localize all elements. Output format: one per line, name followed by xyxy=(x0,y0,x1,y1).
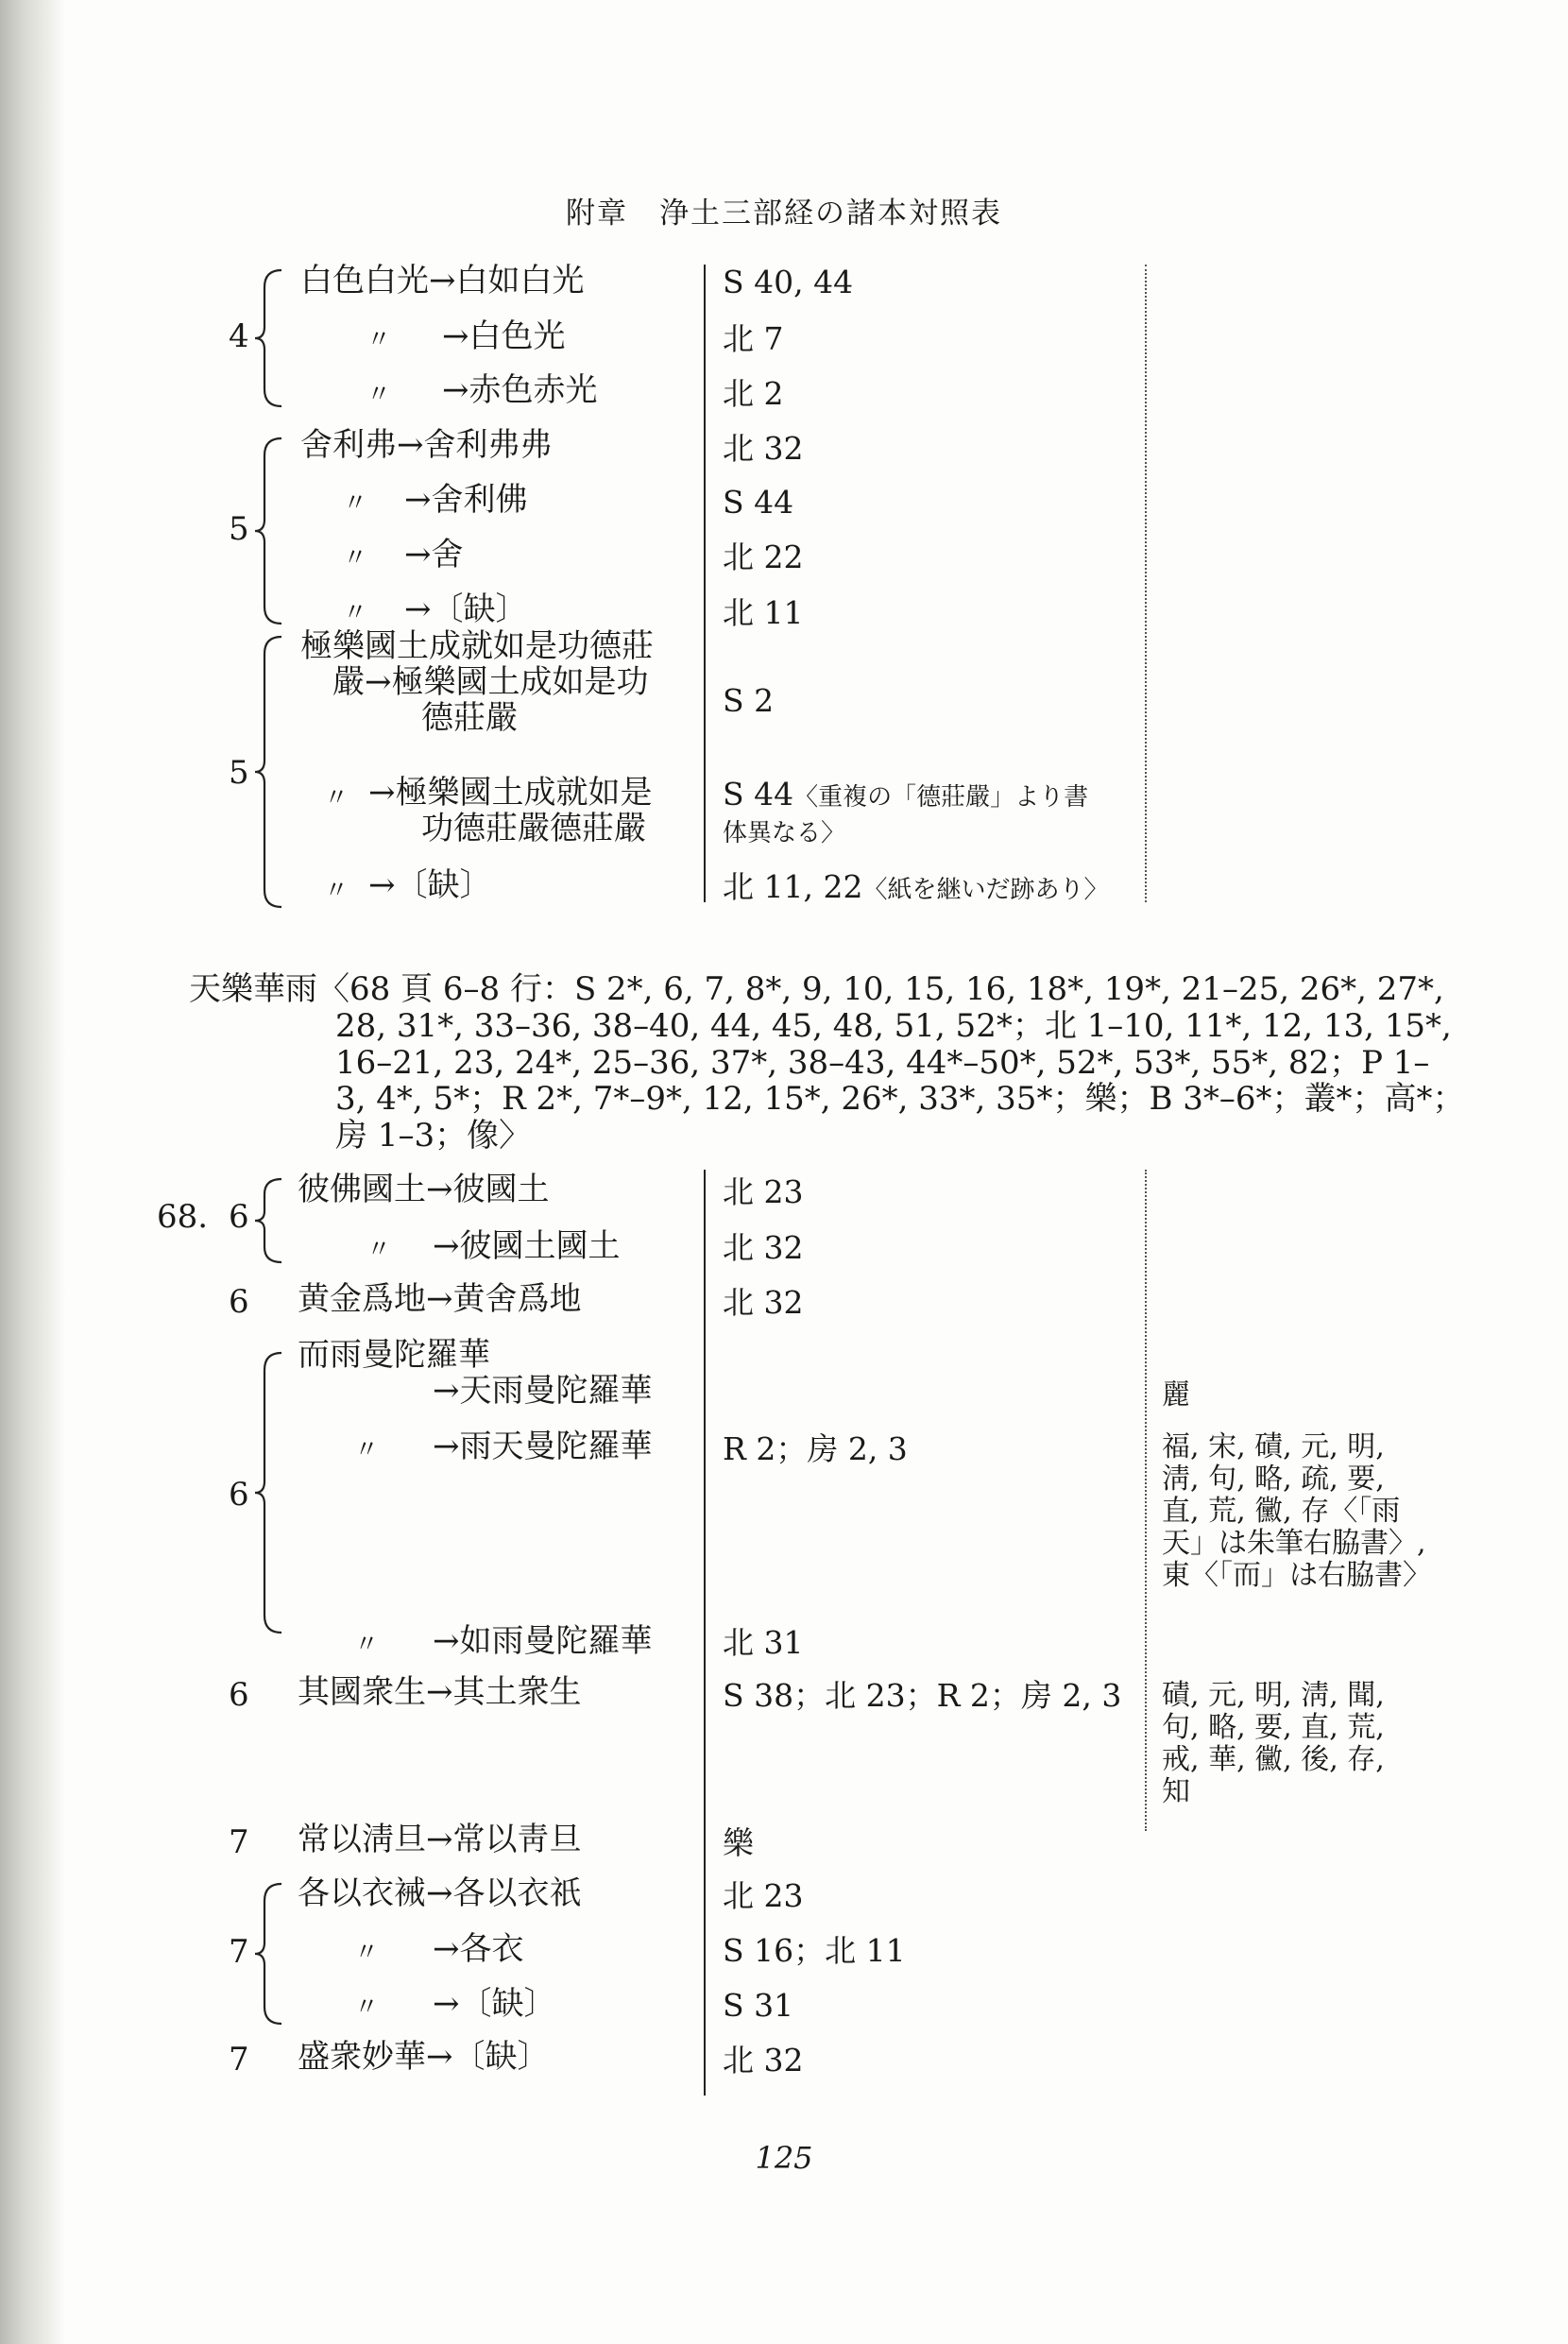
variant-entry: →雨天曼陀羅華 xyxy=(433,1428,653,1465)
edition-note-line: 戒, 華, 黴, 後, 存, xyxy=(1162,1742,1385,1776)
source-list: 北 2 xyxy=(723,375,784,412)
line-number: 7 xyxy=(229,1933,249,1971)
group-brace xyxy=(253,635,285,909)
page-reference: 68. xyxy=(157,1198,209,1236)
running-header: 附章 浄土三部経の諸本対照表 xyxy=(566,197,1002,231)
source-list: 北 32 xyxy=(723,1229,804,1266)
ditto-mark: 〃 xyxy=(343,489,368,518)
variant-entry: →〔缺〕 xyxy=(368,866,492,904)
ditto-mark: 〃 xyxy=(324,784,349,813)
source-list: S 44 xyxy=(723,484,794,521)
source-list: 北 31 xyxy=(723,1624,804,1661)
source-note: 〈重複の「德莊嚴」より書 xyxy=(793,783,1089,812)
edition-note xyxy=(1162,1431,1431,1591)
column-rule-notes xyxy=(1145,265,1147,902)
variant-entry: 嚴→極樂國土成如是功 xyxy=(332,663,649,701)
paragraph-line: 天樂華雨〈68 頁 6–8 行：S 2*, 6, 7, 8*, 9, 10, 15, 16, 18*, 19*, 21–25, 26*, 27*, xyxy=(189,970,1444,1008)
paragraph-line: 3, 4*, 5*；R 2*, 7*–9*, 12, 15*, 26*, 33*, 35*；樂；B 3*–6*；叢*；高*； xyxy=(335,1080,1465,1119)
column-rule-sources xyxy=(704,1170,706,2096)
column-rule-sources xyxy=(704,265,706,902)
variant-entry: 德莊嚴 xyxy=(421,699,518,737)
source-list: 北 32 xyxy=(723,430,804,467)
source-sigla: 北 11, 22 xyxy=(723,868,863,905)
source-list xyxy=(723,869,1108,905)
variant-entry: 極樂國土成就如是功德莊 xyxy=(300,627,654,665)
variant-entry: 各以衣裓→各以衣祇 xyxy=(298,1874,582,1912)
variant-entry: 而雨曼陀羅華 xyxy=(298,1336,490,1374)
edition-note-line: 句, 略, 要, 直, 荒, xyxy=(1162,1710,1385,1744)
source-list: S 31 xyxy=(723,1987,794,2024)
scan-edge-shading xyxy=(0,0,66,2344)
line-number: 7 xyxy=(229,1823,249,1861)
source-list: 北 32 xyxy=(723,1284,804,1321)
page-number: 125 xyxy=(755,2140,813,2176)
line-number: 7 xyxy=(229,2041,249,2079)
variant-entry: →〔缺〕 xyxy=(404,590,528,628)
variant-entry: 功德莊嚴德莊嚴 xyxy=(421,810,646,847)
line-number: 5 xyxy=(229,754,249,792)
paragraph-line: 28, 31*, 33–36, 38–40, 44, 45, 48, 51, 52*；北 1–10, 11*, 12, 13, 15*, xyxy=(335,1006,1452,1045)
source-list: 北 32 xyxy=(723,2042,804,2079)
edition-note-line: 知 xyxy=(1162,1774,1190,1808)
variant-entry: 黄金爲地→黄舍爲地 xyxy=(298,1280,582,1318)
variant-entry: →白色光 xyxy=(442,317,566,355)
source-list: 樂 xyxy=(723,1824,754,1861)
line-number: 4 xyxy=(229,317,249,355)
column-rule-notes xyxy=(1145,1170,1147,1831)
variant-entry: →赤色赤光 xyxy=(442,371,598,409)
edition-note xyxy=(1162,1680,1385,1808)
source-list: R 2；房 2, 3 xyxy=(723,1430,908,1467)
edition-note-line: 直, 荒, 黴, 存〈「雨 xyxy=(1162,1494,1401,1528)
line-number: 6 xyxy=(229,1283,249,1321)
group-brace xyxy=(253,1177,285,1264)
paragraph-line: 房 1–3；像〉 xyxy=(335,1117,532,1155)
source-list: 北 23 xyxy=(723,1877,804,1914)
source-list: S 40, 44 xyxy=(723,264,854,300)
source-list: 北 22 xyxy=(723,539,804,575)
variant-entry: 其國衆生→其土衆生 xyxy=(298,1673,582,1711)
source-note: 〈紙を継いだ跡あり〉 xyxy=(862,876,1109,904)
variant-entry: →〔缺〕 xyxy=(433,1985,556,2023)
variant-entry: →如雨曼陀羅華 xyxy=(433,1622,653,1660)
variant-entry: →各衣 xyxy=(433,1930,524,1968)
edition-note-line: 福, 宋, 磧, 元, 明, xyxy=(1162,1430,1385,1463)
variant-entry: →極樂國土成就如是 xyxy=(368,774,653,812)
variant-entry: →舍 xyxy=(404,536,464,573)
source-list: 北 7 xyxy=(723,320,784,357)
line-number: 6 xyxy=(229,1676,249,1714)
group-brace xyxy=(253,436,285,625)
source-note-text: 体異なる〉 xyxy=(723,819,846,847)
source-list: S 16；北 11 xyxy=(723,1932,906,1969)
edition-note-line: 淸, 句, 略, 疏, 要, xyxy=(1162,1462,1385,1496)
ditto-mark: 〃 xyxy=(354,1436,380,1464)
source-list xyxy=(723,777,1088,813)
ditto-mark: 〃 xyxy=(343,544,368,573)
variant-entry: 常以淸旦→常以靑旦 xyxy=(298,1821,582,1858)
variant-entry: 舍利弗→舍利弗弗 xyxy=(300,426,553,464)
variant-entry: →彼國土國土 xyxy=(433,1227,621,1265)
source-list: 北 11 xyxy=(723,594,804,631)
source-list: S 2 xyxy=(723,682,775,719)
ditto-mark: 〃 xyxy=(366,1236,392,1264)
lemma-paragraph xyxy=(189,971,1465,1155)
source-list: S 38；北 23；R 2；房 2, 3 xyxy=(723,1677,1122,1714)
ditto-mark: 〃 xyxy=(324,877,349,905)
line-number: 5 xyxy=(229,510,249,548)
ditto-mark: 〃 xyxy=(366,381,392,409)
ditto-mark: 〃 xyxy=(366,326,392,354)
edition-note: 麗 xyxy=(1162,1378,1190,1412)
group-brace xyxy=(253,1882,285,2026)
variant-entry: →天雨曼陀羅華 xyxy=(433,1372,653,1410)
edition-note-line: 東〈「而」は右脇書〉 xyxy=(1162,1558,1431,1592)
edition-note-line: 天」は朱筆右脇書〉, xyxy=(1162,1526,1426,1560)
source-list: 北 23 xyxy=(723,1173,804,1210)
ditto-mark: 〃 xyxy=(354,1631,380,1659)
variant-entry: 白色白光→白如白光 xyxy=(300,262,585,299)
group-brace xyxy=(253,1351,285,1634)
paragraph-line: 16–21, 23, 24*, 25–36, 37*, 38–43, 44*–50*, 52*, 53*, 55*, 82；P 1– xyxy=(335,1043,1430,1082)
group-brace xyxy=(253,268,285,408)
ditto-mark: 〃 xyxy=(354,1993,380,2022)
variant-entry: 盛衆妙華→〔缺〕 xyxy=(298,2038,550,2076)
line-number: 6 xyxy=(229,1198,249,1236)
ditto-mark: 〃 xyxy=(343,599,368,627)
line-number: 6 xyxy=(229,1476,249,1514)
ditto-mark: 〃 xyxy=(354,1939,380,1967)
edition-note-line: 磧, 元, 明, 淸, 聞, xyxy=(1162,1679,1385,1712)
variant-entry: 彼佛國土→彼國土 xyxy=(298,1171,550,1208)
variant-entry: →舍利佛 xyxy=(404,481,528,519)
source-note xyxy=(723,813,845,848)
source-sigla: S 44 xyxy=(723,776,794,813)
